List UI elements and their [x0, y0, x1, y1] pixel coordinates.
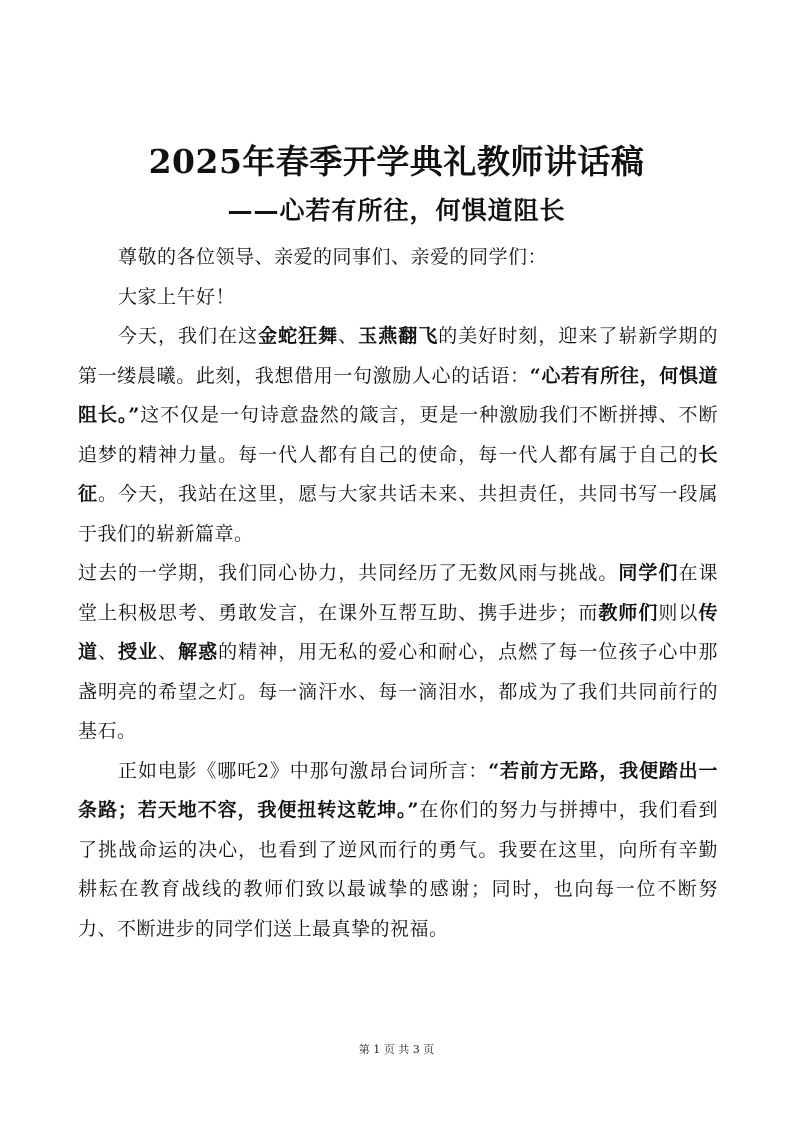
greeting-line: 尊敬的各位领导、亲爱的同事们、亲爱的同学们： [118, 246, 548, 268]
quote-text: “若前方无路，我便踏出一条路；若天地不容，我便扭转这乾坤。” [78, 759, 719, 821]
text-run: 、 [338, 325, 359, 347]
text-run: 过去的一学期，我们同心协力，共同经历了无数风雨与挑战。 [78, 562, 619, 584]
emphasis-text: 长征 [78, 443, 718, 505]
emphasis-text: 教师们 [598, 601, 659, 624]
emphasis-text: 解惑 [178, 641, 219, 663]
paragraph-quote [78, 752, 718, 950]
text-run: 。今天，我站在这里，愿与大家共话未来、共担责任，共同书写一段属于我们的崭新篇章。 [78, 483, 718, 545]
text-run: 在你们的努力与拼搏中，我们看到了挑战命运的决心，也看到了逆风而行的勇气。我要在这里，向所有辛勤耕耘在教育战线的教师们致以最诚挚的感谢；同时，也向每一位不断努力、不断进步的同学们送上最真挚的祝福。 [78, 799, 718, 940]
emphasis-text: 金蛇狂舞 [258, 325, 339, 347]
text-run: 这不仅是一句诗意盎然的箴言，更是一种激励我们不断拼搏、不断追梦的精神力量。每一代人都有自己的使命，每一代人都有属于自己的 [78, 404, 718, 466]
salutation-line: 大家上午好！ [118, 285, 236, 308]
page-subtitle: ——心若有所往，何惧道阻长 [227, 196, 566, 225]
text-run: 则以 [658, 601, 699, 624]
paragraph-opening [78, 317, 718, 554]
text-run: 正如电影《哪吒2》中那句激昂台词所言： [118, 759, 489, 782]
text-run: 的美好时刻，迎来了崭新学期的第一缕晨曦。此刻，我想借用一句激励人心的话语： [78, 325, 718, 387]
page-title: 2025年春季开学典礼教师讲话稿 [148, 142, 645, 181]
document-body [78, 238, 718, 949]
text-run: 今天，我们在这 [118, 325, 259, 347]
quote-text: “心若有所往，何惧道阻长。” [78, 364, 718, 426]
page-number: 第 1 页 共 3 页 [358, 1043, 435, 1056]
emphasis-text: 授业 [118, 641, 159, 663]
emphasis-text: 传道 [78, 601, 718, 663]
emphasis-text: 玉燕翻飞 [358, 325, 439, 347]
text-run: 的精神，用无私的爱心和耐心，点燃了每一位孩子心中那盏明亮的希望之灯。每一滴汗水、每一滴泪水，都成为了我们共同前行的基石。 [78, 641, 718, 742]
emphasis-text: 同学们 [618, 562, 679, 584]
text-run: 在课堂上积极思考、勇敢发言，在课外互帮互助、携手进步；而 [78, 562, 718, 624]
text-run: 、 [98, 641, 119, 663]
paragraph-review [78, 554, 718, 752]
text-run: 、 [158, 641, 179, 663]
